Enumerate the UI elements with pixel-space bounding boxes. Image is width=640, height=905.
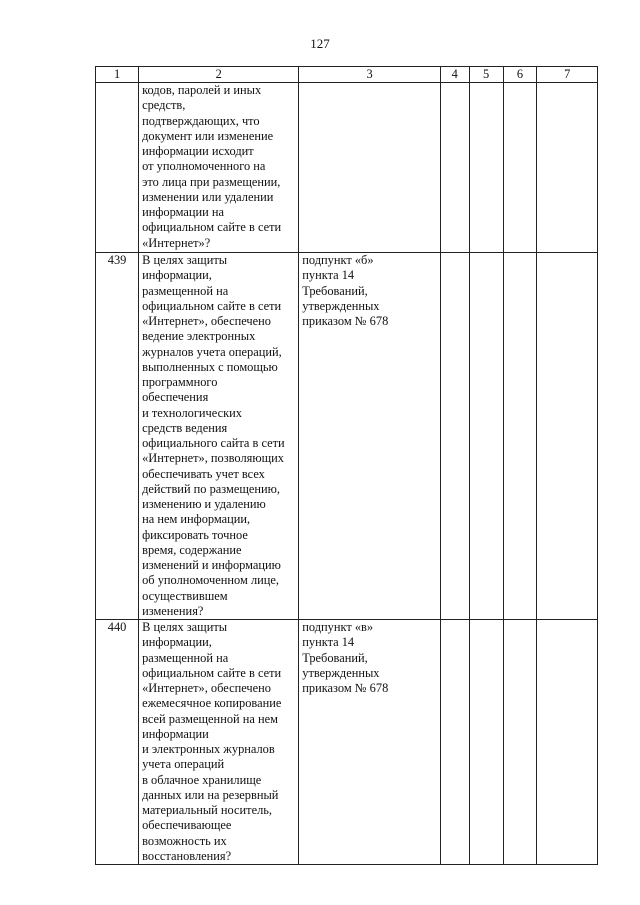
cell-text-line: от уполномоченного на	[142, 159, 266, 174]
cell-text-line: документ или изменение	[142, 128, 274, 143]
cell-text-line: это лица при размещении,	[142, 174, 281, 189]
cell-text-line: ежемесячное копирование	[142, 696, 282, 711]
cell-text-line: пункта 14	[302, 268, 355, 283]
cell-text-line: Требований,	[302, 650, 368, 665]
question-cell	[139, 253, 299, 620]
header-cell-1: 1	[96, 67, 139, 83]
cell-text-line: подтверждающих, что	[142, 113, 260, 128]
answer-cell-4	[440, 83, 469, 253]
reference-cell	[299, 620, 441, 865]
cell-text-line: средств,	[142, 98, 186, 113]
reference-cell	[299, 83, 441, 253]
cell-text-line: возможность их	[142, 833, 227, 848]
row-number-cell	[96, 83, 139, 253]
answer-cell-4	[440, 620, 469, 865]
cell-text-line: данных или на резервный	[142, 787, 279, 802]
cell-text-line: обеспечения	[142, 390, 209, 405]
cell-text-line: официальном сайте в сети	[142, 298, 282, 313]
table-row	[96, 253, 598, 620]
checklist-table	[95, 66, 598, 865]
cell-text-line: учета операций	[142, 757, 225, 772]
cell-text-line: ведение электронных	[142, 329, 256, 344]
question-cell	[139, 620, 299, 865]
cell-text-line: информации исходит	[142, 144, 254, 158]
reference-cell	[299, 253, 441, 620]
cell-text-line: средств ведения	[142, 420, 228, 435]
answer-cell-7	[537, 83, 598, 253]
cell-text-line: журналов учета операций,	[142, 344, 282, 359]
answer-cell-6	[503, 620, 537, 865]
table-row	[96, 620, 598, 865]
cell-text-line: информации,	[142, 635, 212, 650]
cell-text-line: информации на	[142, 205, 224, 219]
header-cell-2: 2	[139, 67, 299, 83]
cell-text-line: размещенной на	[142, 650, 229, 665]
cell-text-line: выполненных с помощью	[142, 359, 278, 374]
cell-text-line: утвержденных	[302, 665, 380, 680]
cell-text-line: изменении или удалении	[142, 189, 274, 204]
header-cell-3: 3	[299, 67, 441, 83]
cell-text-line: действий по размещению,	[142, 481, 281, 496]
answer-cell-7	[537, 620, 598, 865]
question-cell	[139, 83, 299, 253]
cell-text-line: официальном сайте в сети	[142, 220, 282, 235]
row-number-cell: 439	[96, 253, 139, 620]
cell-text-line: время, содержание	[142, 542, 242, 557]
cell-text-line: осуществившем	[142, 588, 228, 603]
cell-text-line: подпункт «б»	[302, 253, 374, 267]
cell-text-line: информации,	[142, 268, 212, 283]
cell-text-line: «Интернет», позволяющих	[142, 451, 284, 466]
cell-text-line: в облачное хранилище	[142, 772, 262, 787]
cell-text-line: информации	[142, 726, 209, 741]
cell-text-line: В целях защиты	[142, 253, 228, 267]
page-number: 127	[310, 36, 330, 51]
cell-text-line: и технологических	[142, 405, 242, 420]
cell-text-line: восстановления?	[142, 848, 232, 863]
answer-cell-7	[537, 253, 598, 620]
answer-cell-5	[469, 620, 503, 865]
cell-text-line: изменений и информацию	[142, 558, 281, 572]
table-row	[96, 83, 598, 253]
cell-text-line: официальном сайте в сети	[142, 665, 282, 680]
cell-text-line: материальный носитель,	[142, 803, 273, 817]
cell-text-line: об уполномоченном лице,	[142, 573, 279, 588]
cell-text-line: размещенной на	[142, 283, 229, 298]
cell-text-line: изменению и удалению	[142, 497, 266, 511]
row-number-cell: 440	[96, 620, 139, 865]
cell-text-line: «Интернет»?	[142, 235, 211, 250]
cell-text-line: официального сайта в сети	[142, 436, 285, 450]
cell-text-line: и электронных журналов	[142, 742, 275, 756]
cell-text-line: В целях защиты	[142, 620, 228, 634]
header-row	[96, 67, 598, 83]
cell-text-line: фиксировать точное	[142, 527, 248, 542]
cell-text-line: изменения?	[142, 603, 204, 618]
cell-text-line: кодов, паролей и иных	[142, 83, 262, 97]
cell-text-line: подпункт «в»	[302, 620, 374, 634]
cell-text-line: приказом № 678	[302, 314, 389, 328]
answer-cell-6	[503, 253, 537, 620]
cell-text-line: Требований,	[302, 283, 368, 298]
cell-text-line: приказом № 678	[302, 681, 389, 695]
cell-text-line: утвержденных	[302, 298, 380, 313]
answer-cell-5	[469, 83, 503, 253]
cell-text-line: программного	[142, 375, 218, 389]
cell-text-line: пункта 14	[302, 635, 355, 650]
cell-text-line: «Интернет», обеспечено	[142, 314, 271, 328]
cell-text-line: всей размещенной на нем	[142, 711, 278, 726]
answer-cell-4	[440, 253, 469, 620]
cell-text-line: обеспечивающее	[142, 818, 232, 833]
answer-cell-6	[503, 83, 537, 253]
cell-text-line: обеспечивать учет всех	[142, 466, 265, 481]
header-cell-6: 6	[503, 67, 537, 83]
header-cell-7: 7	[537, 67, 598, 83]
answer-cell-5	[469, 253, 503, 620]
cell-text-line: на нем информации,	[142, 512, 251, 527]
header-cell-5: 5	[469, 67, 503, 83]
cell-text-line: «Интернет», обеспечено	[142, 681, 271, 695]
header-cell-4: 4	[440, 67, 469, 83]
